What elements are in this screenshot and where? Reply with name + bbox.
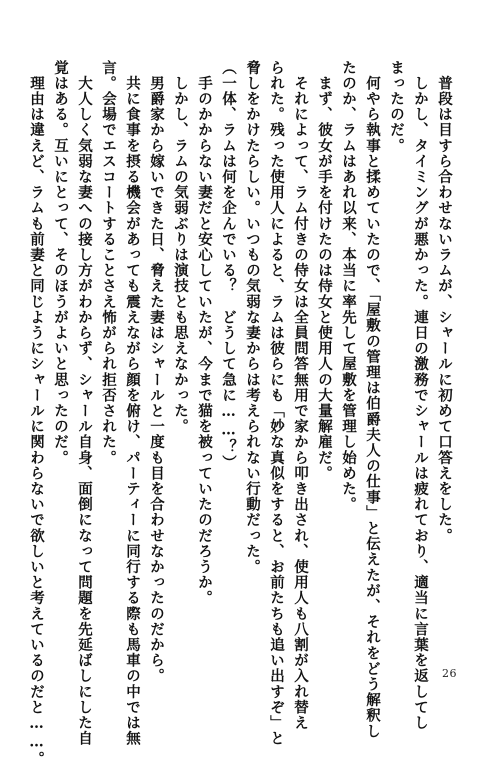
text-line: られた。残った使用人によると、ラムは彼らにも「妙な真似をすると、お前たちも追い出すぞ」と [268, 60, 285, 747]
text-line: 言。会場でエスコートすることさえ怖がられ拒否された。 [100, 60, 117, 466]
text-line: まったのだ。 [388, 60, 405, 154]
text-line: まず、彼女が手を付けたのは侍女と使用人の大量解雇だ。 [316, 60, 333, 482]
text-line: たのか、ラムはあれ以来、本当に率先して屋敷を管理し始めた。 [340, 60, 357, 513]
page-number: 26 [442, 667, 457, 680]
text-line: 大人しく気弱な妻への接し方がわからず、シャール自身、面倒になって問題を先延ばしにした自 [76, 60, 93, 747]
text-line: それによって、ラム付きの侍女は全員問答無用で家から叩き出され、使用人も八割が入れ替え [292, 60, 309, 731]
text-line: しかし、タイミングが悪かった。連日の激務でシャールは疲れており、適当に言葉を返してし [412, 60, 429, 731]
text-line: しかし、ラムの気弱ぶりは演技とも思えなかった。 [172, 60, 189, 435]
text-line: 何やら執事と揉めていたので、「屋敷の管理は伯爵夫人の仕事」と伝えたが、それをどう解釈し [364, 60, 381, 740]
text-line: 理由は違えど、ラムも前妻と同じようにシャールに関わらないで欲しいと考えているのだと……。 [28, 60, 45, 767]
text-line: 手のかからない妻だと安心していたが、今まで猫を被っていたのだろうか。 [196, 60, 213, 606]
text-line: 脅しをかけたらしい。いつもの気弱な妻からは考えられない行動だった。 [244, 60, 261, 575]
text-line: 覚はある。互いにとって、そのほうがよいと思ったのだ。 [52, 60, 69, 466]
text-line: 共に食事を摂る機会があっても震えながら顔を俯け、パーティーに同行する際も馬車の中では無 [124, 60, 141, 747]
text-line: 普段は目すら合わせないラムが、シャールに初めて口答えをした。 [436, 60, 453, 544]
text-line: （一体、ラムは何を企んでいる？ どうして急に……？） [220, 60, 237, 471]
text-line: 男爵家から嫁いできた日、脅えた妻はシャールと一度も目を合わせなかったのだから。 [148, 60, 165, 684]
